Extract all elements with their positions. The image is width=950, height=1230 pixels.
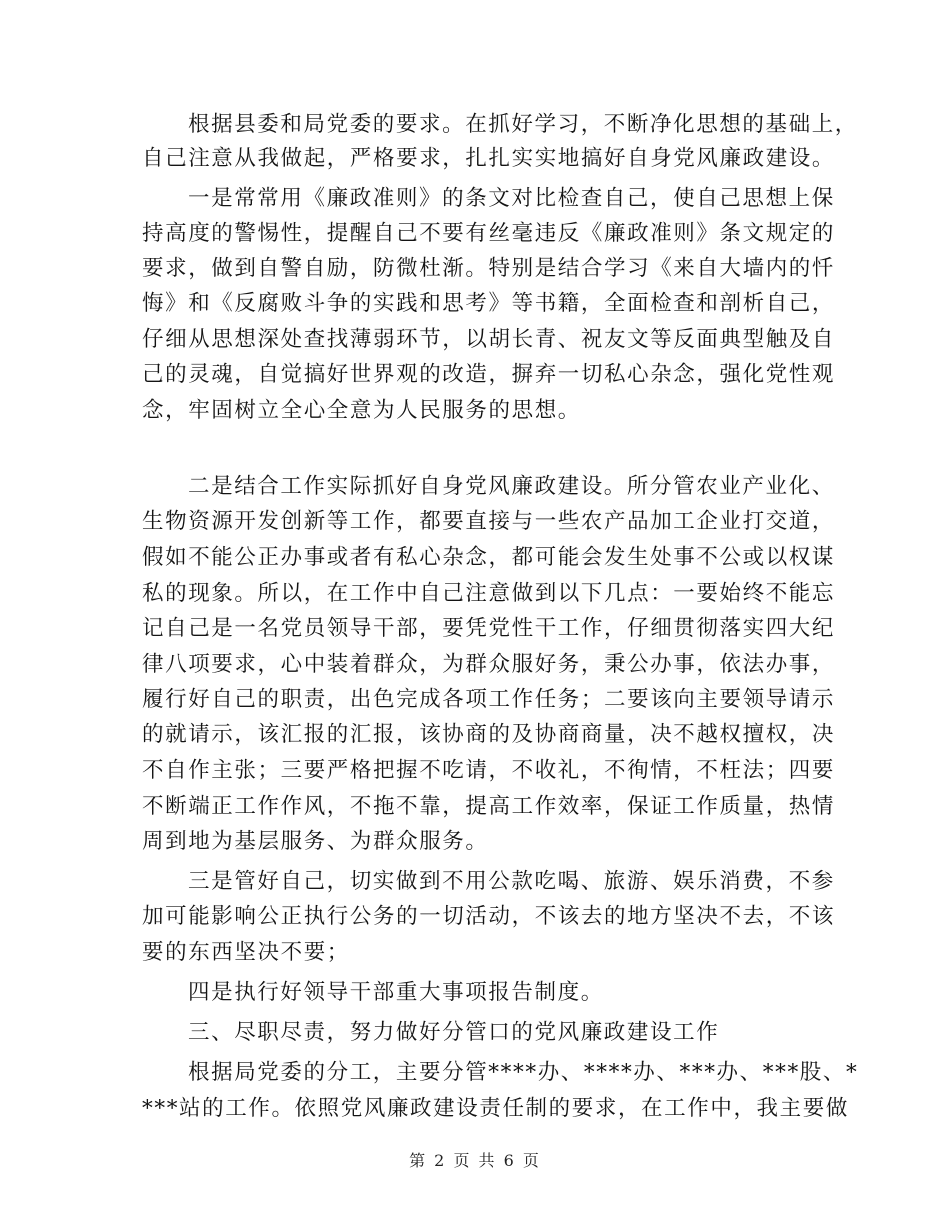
paragraph-line: 己的灵魂，自觉搞好世界观的改造，摒弃一切私心杂念，强化党性观: [142, 362, 836, 387]
paragraph-line: 要的东西坚决不要；: [142, 940, 350, 965]
paragraph-line: 履行好自己的职责，出色完成各项工作任务；二要该向主要领导请示: [142, 687, 836, 712]
paragraph-line: 生物资源开发创新等工作，都要直接与一些农产品加工企业打交道，: [142, 509, 836, 534]
paragraph-line: 要求，做到自警自励，防微杜渐。特别是结合学习《来自大墙内的忏: [142, 256, 836, 281]
paragraph-line: 持高度的警惕性，提醒自己不要有丝毫违反《廉政准则》条文规定的: [142, 221, 836, 246]
paragraph-first-line: 一是常常用《廉政准则》的条文对比检查自己，使自己思想上保: [188, 186, 835, 211]
paragraph-line: 悔》和《反腐败斗争的实践和思考》等书籍，全面检查和剖析自己，: [142, 291, 836, 316]
paragraph-first-line: 三是管好自己，切实做到不用公款吃喝、旅游、娱乐消费，不参: [188, 869, 835, 894]
paragraph-line: 假如不能公正办事或者有私心杂念，都可能会发生处事不公或以权谋: [142, 545, 836, 570]
paragraph-line: 记自己是一名党员领导干部，要凭党性干工作，仔细贯彻落实四大纪: [142, 616, 836, 641]
paragraph-line: 私的现象。所以，在工作中自己注意做到以下几点：一要始终不能忘: [142, 581, 836, 606]
paragraph-first-line: 四是执行好领导干部重大事项报告制度。: [188, 980, 604, 1005]
paragraph-line: 仔细从思想深处查找薄弱环节，以胡长青、祝友文等反面典型触及自: [142, 327, 836, 352]
paragraph-first-line: 三、尽职尽责，努力做好分管口的党风廉政建设工作: [188, 1020, 720, 1045]
paragraph-line: 念，牢固树立全心全意为人民服务的思想。: [142, 398, 581, 423]
paragraph-first-line: 根据局党委的分工，主要分管****办、****办、***办、***股、*: [188, 1060, 859, 1085]
paragraph-line: 加可能影响公正执行公务的一切活动，不该去的地方坚决不去，不该: [142, 904, 836, 929]
paragraph-first-line: 二是结合工作实际抓好自身党风廉政建设。所分管农业产业化、: [188, 474, 835, 499]
paragraph-first-line: 根据县委和局党委的要求。在抓好学习，不断净化思想的基础上，: [188, 112, 858, 137]
paragraph-line: 的就请示，该汇报的汇报，该协商的及协商商量，决不越权擅权，决: [142, 722, 836, 747]
paragraph-line: 不断端正工作作风，不拖不靠，提高工作效率，保证工作质量，热情: [142, 794, 836, 819]
paragraph-line: 周到地为基层服务、为群众服务。: [142, 829, 489, 854]
paragraph-line: 不自作主张；三要严格把握不吃请，不收礼，不徇情，不枉法；四要: [142, 758, 836, 783]
paragraph-line: 自己注意从我做起，严格要求，扎扎实实地搞好自身党风廉政建设。: [142, 146, 836, 171]
paragraph-line: 律八项要求，心中装着群众，为群众服好务，秉公办事，依法办事，: [142, 652, 836, 677]
paragraph-line: ***站的工作。依照党风廉政建设责任制的要求，在工作中，我主要做: [142, 1096, 849, 1121]
page-number: 第 2 页 共 6 页: [409, 1151, 541, 1170]
